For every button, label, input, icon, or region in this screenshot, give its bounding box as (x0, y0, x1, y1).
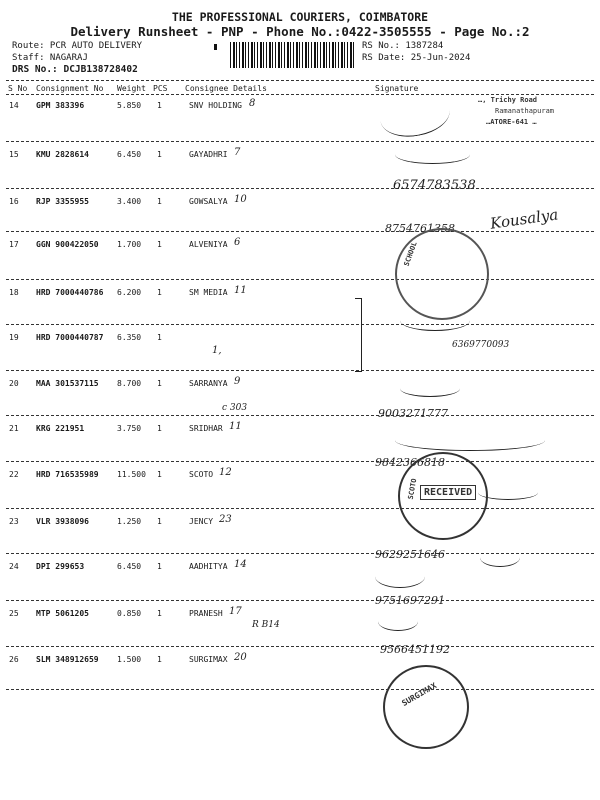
row-weight: 1.500 (117, 655, 142, 664)
row-cons: MAA 301537115 (36, 379, 99, 388)
row-weight: 3.750 (117, 424, 142, 433)
col-pcs: PCS (153, 84, 168, 93)
route: Route: PCR AUTO DELIVERY (12, 41, 143, 51)
row-note: 10 (234, 194, 247, 205)
hw-phone-22: 9842366818 (375, 456, 445, 469)
row-cons: SLM 348912659 (36, 655, 99, 664)
row-sno: 25 (9, 609, 19, 618)
row-sno: 18 (9, 288, 19, 297)
row-note: 17 (229, 606, 242, 617)
row-divider (6, 508, 594, 509)
row-consignee: SURGIMAX (189, 655, 228, 664)
row-divider (6, 689, 594, 690)
staff: Staff: NAGARAJ (12, 53, 88, 63)
rs-number: RS No.: 1387284 (362, 41, 444, 51)
rs-date: RS Date: 25-Jun-2024 (362, 53, 471, 63)
row-divider (6, 279, 594, 280)
signature-24-right (480, 548, 520, 567)
drs-number: DRS No.: DCJB138728402 (12, 64, 138, 75)
row-weight: 8.700 (117, 379, 142, 388)
row-note: 6 (234, 237, 241, 248)
hw-phone-24: 9629251646 (375, 548, 445, 561)
row-cons: HRD 7000440787 (36, 333, 104, 342)
row-weight: 5.850 (117, 101, 142, 110)
firm-stamp-top: …, Trichy Road (478, 96, 538, 104)
row-consignee: SCOTO (189, 470, 214, 479)
row-pcs: 1 (157, 424, 162, 433)
row-cons: HRD 7000440786 (36, 288, 104, 297)
row-weight: 3.400 (117, 197, 142, 206)
row-sno: 24 (9, 562, 19, 571)
row-consignee: JENCY (189, 517, 214, 526)
meta-right (362, 40, 470, 64)
row-cons: GPM 383396 (36, 101, 85, 110)
row-sno: 21 (9, 424, 19, 433)
hw-phone-24b: 9751697291 (375, 594, 445, 607)
row-note: 8 (249, 98, 256, 109)
row-pcs: 1 (157, 655, 162, 664)
row-weight: 6.200 (117, 288, 142, 297)
row-weight: 6.350 (117, 333, 142, 342)
col-consignment: Consignment No (36, 84, 104, 93)
row-consignee: PRANESH (189, 609, 223, 618)
meta-left (12, 40, 142, 76)
row-pcs: 1 (157, 197, 162, 206)
company-title: THE PROFESSIONAL COURIERS, COIMBATORE (171, 10, 429, 24)
hw-phone-20: 9003271777 (378, 407, 448, 420)
school-stamp-text: SCHOOL (402, 240, 419, 268)
signature-15 (395, 145, 470, 164)
row-consignee: SARRANYA (189, 379, 228, 388)
hw-rb14: R B14 (252, 620, 280, 630)
row-note: 12 (219, 467, 232, 478)
row-note: 7 (234, 147, 241, 158)
row-pcs: 1 (157, 470, 162, 479)
row-consignee: GAYADHRI (189, 150, 228, 159)
row-sno: 16 (9, 197, 19, 206)
row-divider (6, 324, 594, 325)
row-pcs: 1 (157, 101, 162, 110)
col-signature: Signature (375, 84, 419, 93)
row-sno: 14 (9, 101, 19, 110)
row-cons: DPI 299653 (36, 562, 85, 571)
row-note: 20 (234, 652, 247, 663)
school-stamp (395, 228, 489, 320)
signature-21 (395, 430, 545, 451)
signature-14 (377, 89, 453, 142)
firm-stamp-bottom: …ATORE-641 … (486, 118, 537, 126)
row-consignee: AADHITYA (189, 562, 228, 571)
barcode (230, 42, 355, 68)
row-consignee: ALVENIYA (189, 240, 228, 249)
col-weight: Weight (117, 84, 146, 93)
hw-c303: c 303 (222, 403, 248, 413)
header-top-rule (6, 80, 594, 81)
signature-25 (378, 612, 418, 631)
row-pcs: 1 (157, 562, 162, 571)
row-weight: 0.850 (117, 609, 142, 618)
row-sno: 15 (9, 150, 19, 159)
row-consignee: SNV HOLDING (189, 101, 242, 110)
row-sno: 17 (9, 240, 19, 249)
hw-phone-16: 8754761358 (385, 222, 455, 235)
row-cons: RJP 3355955 (36, 197, 89, 206)
row-pcs: 1 (157, 333, 162, 342)
row-divider (6, 646, 594, 647)
row-weight: 1.250 (117, 517, 142, 526)
row-cons: KRG 221951 (36, 424, 85, 433)
row-consignee: GOWSALYA (189, 197, 228, 206)
row-note: 11 (229, 421, 242, 432)
surgimax-stamp-text: SURGIMAX (400, 680, 439, 709)
surgimax-stamp (383, 665, 469, 749)
row-cons: GGN 900422050 (36, 240, 99, 249)
row-divider (6, 600, 594, 601)
hw-kousalya: Kousalya (489, 205, 560, 233)
col-consignee: Consignee Details (185, 84, 267, 93)
row-sno: 19 (9, 333, 19, 342)
row-divider (6, 415, 594, 416)
barcode-mark (214, 44, 217, 50)
row-note: 23 (219, 514, 232, 525)
row-pcs: 1 (157, 379, 162, 388)
row-weight: 11.500 (117, 470, 146, 479)
row-note: 14 (234, 559, 247, 570)
col-sno: S No (8, 84, 28, 93)
signature-20 (400, 380, 460, 397)
row-sno: 23 (9, 517, 19, 526)
row-cons: VLR 3938096 (36, 517, 89, 526)
row-weight: 6.450 (117, 562, 142, 571)
hw-phone-26: 9566451192 (380, 643, 450, 656)
row-note: 9 (234, 376, 241, 387)
row-divider (6, 370, 594, 371)
row-note: 1, (212, 345, 222, 356)
row-consignee: SRIDHAR (189, 424, 223, 433)
bracket-mark (355, 298, 362, 372)
firm-stamp-mid: Ramanathapuram (495, 107, 555, 115)
row-sno: 20 (9, 379, 19, 388)
header-bottom-rule (6, 94, 594, 95)
hw-phone-19: 6369770093 (452, 340, 510, 350)
row-sno: 22 (9, 470, 19, 479)
row-weight: 6.450 (117, 150, 142, 159)
signature-24 (375, 565, 425, 588)
row-consignee: SM MEDIA (189, 288, 228, 297)
hw-phone-15: 6574783538 (393, 178, 476, 193)
row-pcs: 1 (157, 609, 162, 618)
row-pcs: 1 (157, 517, 162, 526)
scoto-stamp-text: SCOTO (406, 477, 419, 501)
runsheet-title: Delivery Runsheet - PNP - Phone No.:0422-3505555 - Page No.:2 (70, 24, 530, 39)
row-pcs: 1 (157, 150, 162, 159)
row-divider (6, 141, 594, 142)
row-weight: 1.700 (117, 240, 142, 249)
row-cons: KMU 2828614 (36, 150, 89, 159)
row-divider (6, 188, 594, 189)
row-note: 11 (234, 285, 247, 296)
row-pcs: 1 (157, 288, 162, 297)
row-pcs: 1 (157, 240, 162, 249)
row-divider (6, 461, 594, 462)
row-divider (6, 231, 594, 232)
row-cons: MTP 5061205 (36, 609, 89, 618)
row-cons: HRD 716535989 (36, 470, 99, 479)
row-sno: 26 (9, 655, 19, 664)
received-stamp-text: RECEIVED (420, 485, 476, 500)
